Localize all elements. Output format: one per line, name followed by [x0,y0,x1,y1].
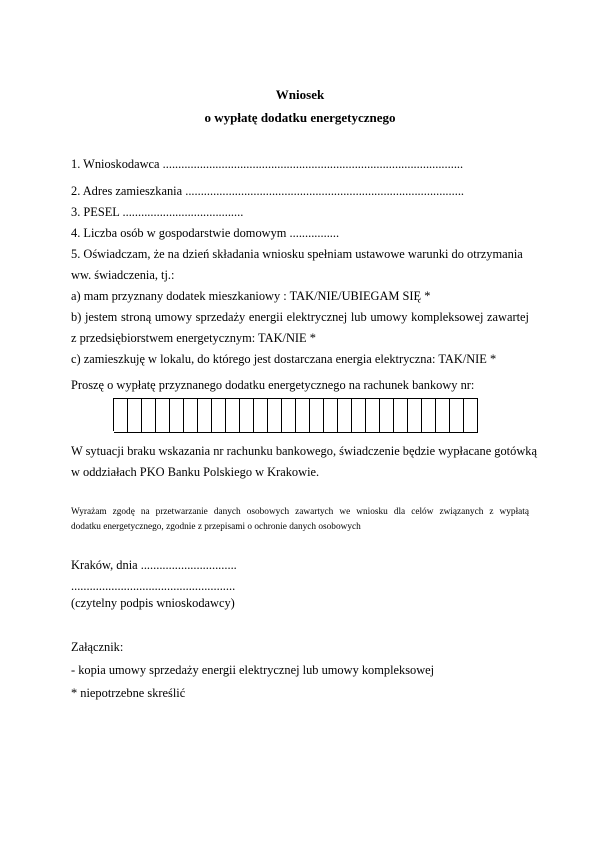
pesel-field[interactable]: 3. PESEL ....................................... [71,205,244,219]
account-digit-box[interactable] [156,398,170,433]
declaration-item-b-line-2: z przedsiębiorstwem energetycznym: TAK/NIE * [71,331,316,345]
account-digit-box[interactable] [128,398,142,433]
household-size-field[interactable]: 4. Liczba osób w gospodarstwie domowym ................ [71,226,340,240]
form-subtitle: o wypłatę dodatku energetycznego [204,110,396,125]
attachment-item: - kopia umowy sprzedaży energii elektrycznej lub umowy kompleksowej [71,663,435,677]
account-digit-box[interactable] [268,398,282,433]
account-digit-box[interactable] [380,398,394,433]
declaration-item-b-line-1: b) jestem stroną umowy sprzedaży energii elektrycznej lub umowy kompleksowej zawartej [71,310,529,324]
account-digit-box[interactable] [450,398,464,433]
bank-account-request: Proszę o wypłatę przyznanego dodatku energetycznego na rachunek bankowy nr: [71,378,475,392]
account-digit-box[interactable] [142,398,156,433]
declaration-line-1: 5. Oświadczam, że na dzień składania wniosku spełniam ustawowe warunki do otrzymania [71,247,523,261]
account-digit-box[interactable] [394,398,408,433]
account-digit-box[interactable] [282,398,296,433]
address-field[interactable]: 2. Adres zamieszkania .......................................................................................... [71,184,465,198]
place-date-field[interactable]: Kraków, dnia ............................... [71,558,237,572]
bank-note-line-2: w oddziałach PKO Banku Polskiego w Krakowie. [71,465,320,479]
bank-account-number-boxes[interactable] [113,398,478,431]
account-digit-box[interactable] [296,398,310,433]
form-title: Wniosek [275,87,325,102]
account-digit-box[interactable] [240,398,254,433]
consent-line-1: Wyrażam zgodę na przetwarzanie danych osobowych zawartych we wniosku dla celów związanych z wypłatą [71,507,529,517]
signature-caption: (czytelny podpis wnioskodawcy) [71,596,235,610]
account-digit-box[interactable] [114,398,128,433]
declaration-item-c: c) zamieszkuję w lokalu, do którego jest dostarczana energia elektryczna: TAK/NIE * [71,352,497,366]
declaration-line-2: ww. świadczenia, tj.: [71,268,175,282]
account-digit-box[interactable] [422,398,436,433]
declaration-item-a: a) mam przyznany dodatek mieszkaniowy : TAK/NIE/UBIEGAM SIĘ * [71,289,431,303]
account-digit-box[interactable] [310,398,324,433]
signature-line[interactable]: ..................................................... [71,579,236,593]
account-digit-box[interactable] [226,398,240,433]
consent-line-2: dodatku energetycznego, zgodnie z przepisami o ochronie danych osobowych [71,522,361,532]
account-digit-box[interactable] [254,398,268,433]
footnote: * niepotrzebne skreślić [71,686,186,700]
attachments-label: Załącznik: [71,640,124,654]
account-digit-box[interactable] [170,398,184,433]
account-digit-box[interactable] [324,398,338,433]
account-digit-box[interactable] [212,398,226,433]
account-digit-box[interactable] [338,398,352,433]
account-digit-box[interactable] [464,398,478,433]
applicant-field[interactable]: 1. Wnioskodawca ................................................................................................. [71,157,464,171]
bank-note-line-1: W sytuacji braku wskazania nr rachunku bankowego, świadczenie będzie wypłacane gotówką [71,444,537,458]
account-digit-box[interactable] [436,398,450,433]
account-digit-box[interactable] [408,398,422,433]
account-digit-box[interactable] [352,398,366,433]
account-digit-box[interactable] [184,398,198,433]
account-digit-box[interactable] [198,398,212,433]
account-digit-box[interactable] [366,398,380,433]
